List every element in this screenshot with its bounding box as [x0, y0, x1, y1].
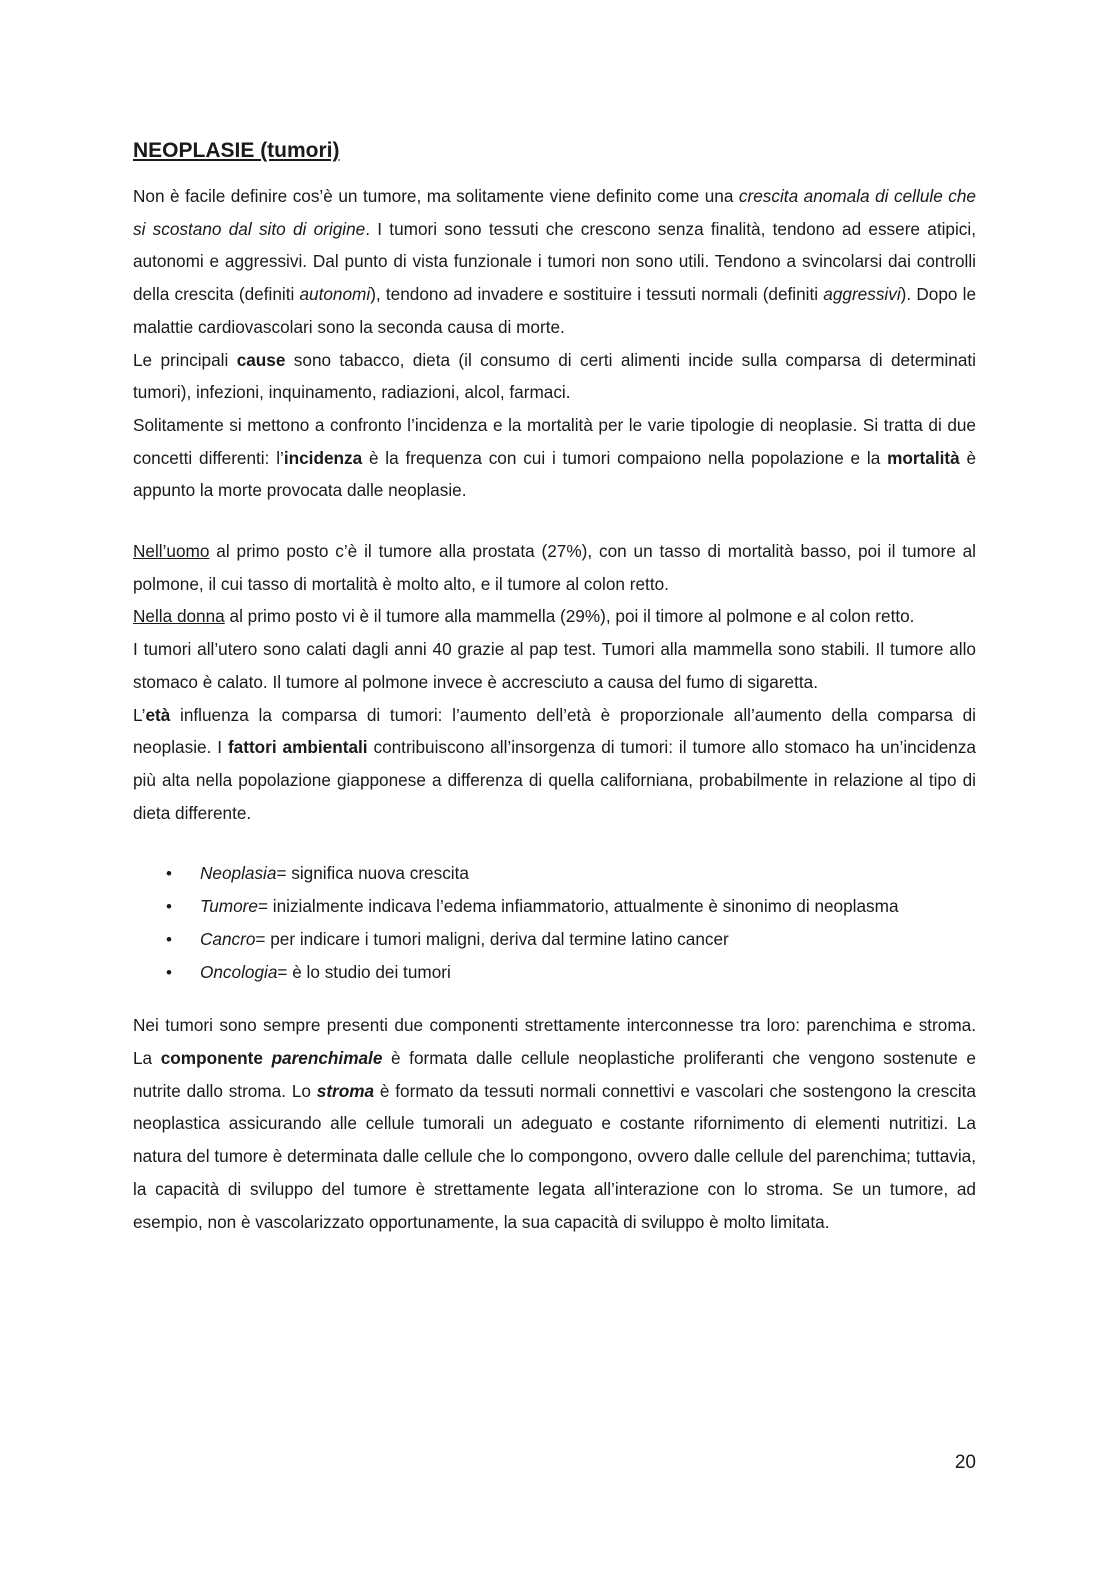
age-text: influenza la comparsa di tumori: l’aumento dell’età è proporzionale all’aumento della comparsa di neoplasie. I: [133, 704, 976, 758]
components-text: [263, 1048, 272, 1068]
definition-text: = per indicare i tumori maligni, deriva dal termine latino cancer: [255, 929, 729, 950]
intro-paragraph: [133, 180, 976, 344]
page-title: NEOPLASIE (tumori): [133, 139, 340, 162]
incidence-paragraph: [133, 409, 976, 507]
intro-text: ), tendono ad invadere e sostituire i tessuti normali (definiti: [370, 284, 824, 305]
trends-paragraph: I tumori all’utero sono calati dagli anni 40 grazie al pap test. Tumori alla mammella sono stabili. Il tumore allo stomaco è calato. Il tumore al polmone invece è accresciuto a causa del fumo di sigaretta.: [133, 639, 976, 692]
definitions-list: [133, 857, 976, 989]
definition-text: = inizialmente indicava l’edema infiammatorio, attualmente è sinonimo di neoplasma: [257, 896, 899, 917]
age-paragraph: [133, 699, 976, 830]
spacer: [133, 829, 976, 857]
incidence-keyword: incidenza: [283, 447, 363, 468]
age-text: L’: [133, 704, 146, 725]
age-text: contribuiscono all’insorgenza di tumori: il tumore allo stomaco ha un’incidenza più alta nella popolazione giapponese a differenza di quella californiana, probabilmente in relazione al tipo di dieta differente.: [133, 737, 976, 823]
list-item: [133, 890, 976, 923]
intro-text: . I tumori sono tessuti che crescono senza finalità, tendono ad essere atipici, autonomi e aggressivi. Dal punto di vista funzionale i tumori non sono utili. Tendono a svincolarsi dai controlli della crescita (definiti: [133, 218, 976, 305]
causes-keyword: cause: [236, 349, 286, 370]
list-item: [133, 923, 976, 956]
stroma-keyword: stroma: [316, 1080, 375, 1101]
causes-text: Le principali: [133, 349, 237, 370]
intro-emphasis: autonomi: [299, 284, 371, 305]
components-paragraph: [133, 1009, 976, 1238]
page-number: 20: [954, 1452, 976, 1473]
women-label: Nella donna: [133, 606, 225, 627]
definition-text: = significa nuova crescita: [276, 863, 469, 884]
list-item: [133, 956, 976, 989]
definition-term: Cancro: [200, 929, 256, 950]
women-paragraph: [133, 600, 976, 633]
men-label: Nell’uomo: [133, 541, 210, 562]
intro-text: ). Dopo le malattie cardiovascolari sono la seconda causa di morte.: [133, 284, 976, 337]
men-paragraph: [133, 535, 976, 600]
intro-text: Non è facile definire cos’è un tumore, ma solitamente viene definito come una: [133, 186, 739, 206]
intro-emphasis: aggressivi: [823, 284, 901, 305]
mortality-keyword: mortalità: [887, 447, 960, 468]
bullet-icon: •: [166, 963, 172, 983]
bullet-icon: •: [166, 864, 172, 884]
list-item: [133, 857, 976, 890]
definition-text: = è lo studio dei tumori: [277, 962, 451, 983]
components-text: è formato da tessuti normali connettivi e vascolari che sostengono la crescita neoplastica assicurando alle cellule tumorali un adeguato e costante rifornimento di elementi nutritizi. La natura del tumore è determinata dalle cellule che lo compongono, ovvero dalle cellule del parenchima; tuttavia, la capacità di sviluppo del tumore è strettamente legata all’interazione con lo stroma. Se un tumore, ad esempio, non è vascolarizzato opportunamente, la sua capacità di sviluppo è molto limitata.: [133, 1080, 976, 1232]
women-text: al primo posto vi è il tumore alla mammella (29%), poi il timore al polmone e al colon retto.: [224, 606, 915, 627]
parenchymal-keyword: parenchimale: [271, 1048, 383, 1069]
environment-keyword: fattori ambientali: [227, 737, 368, 758]
age-keyword: età: [145, 704, 171, 725]
causes-paragraph: [133, 344, 976, 409]
components-text: Nei tumori sono sempre presenti due componenti strettamente interconnesse tra loro: parenchima e stroma. La: [133, 1015, 976, 1069]
spacer: [133, 507, 976, 535]
incidence-text: Solitamente si mettono a confronto l’incidenza e la mortalità per le varie tipologie di neoplasie. Si tratta di due concetti differenti: l’: [133, 414, 976, 468]
definition-term: Neoplasia: [200, 863, 277, 884]
causes-text: sono tabacco, dieta (il consumo di certi alimenti incide sulla comparsa di determinati tumori), infezioni, inquinamento, radiazioni, alcol, farmaci.: [133, 349, 976, 403]
incidence-text: è la frequenza con cui i tumori compaiono nella popolazione e la: [362, 447, 888, 468]
men-text: al primo posto c’è il tumore alla prostata (27%), con un tasso di mortalità basso, poi il tumore al polmone, il cui tasso di mortalità è molto alto, e il tumore al colon retto.: [133, 541, 976, 594]
components-keyword: componente: [160, 1048, 263, 1069]
intro-emphasis: crescita anomala di cellule che si scostano dal sito di origine: [133, 186, 976, 239]
incidence-text: è appunto la morte provocata dalle neoplasie.: [133, 447, 977, 501]
definition-term: Oncologia: [200, 962, 278, 983]
spacer: [133, 989, 976, 1009]
page-content: [133, 136, 976, 1238]
definition-term: Tumore: [200, 896, 258, 917]
components-text: è formata dalle cellule neoplastiche proliferanti che vengono sostenute e nutrite dallo stroma. Lo: [133, 1048, 976, 1101]
bullet-icon: •: [166, 897, 172, 917]
bullet-icon: •: [166, 930, 172, 950]
